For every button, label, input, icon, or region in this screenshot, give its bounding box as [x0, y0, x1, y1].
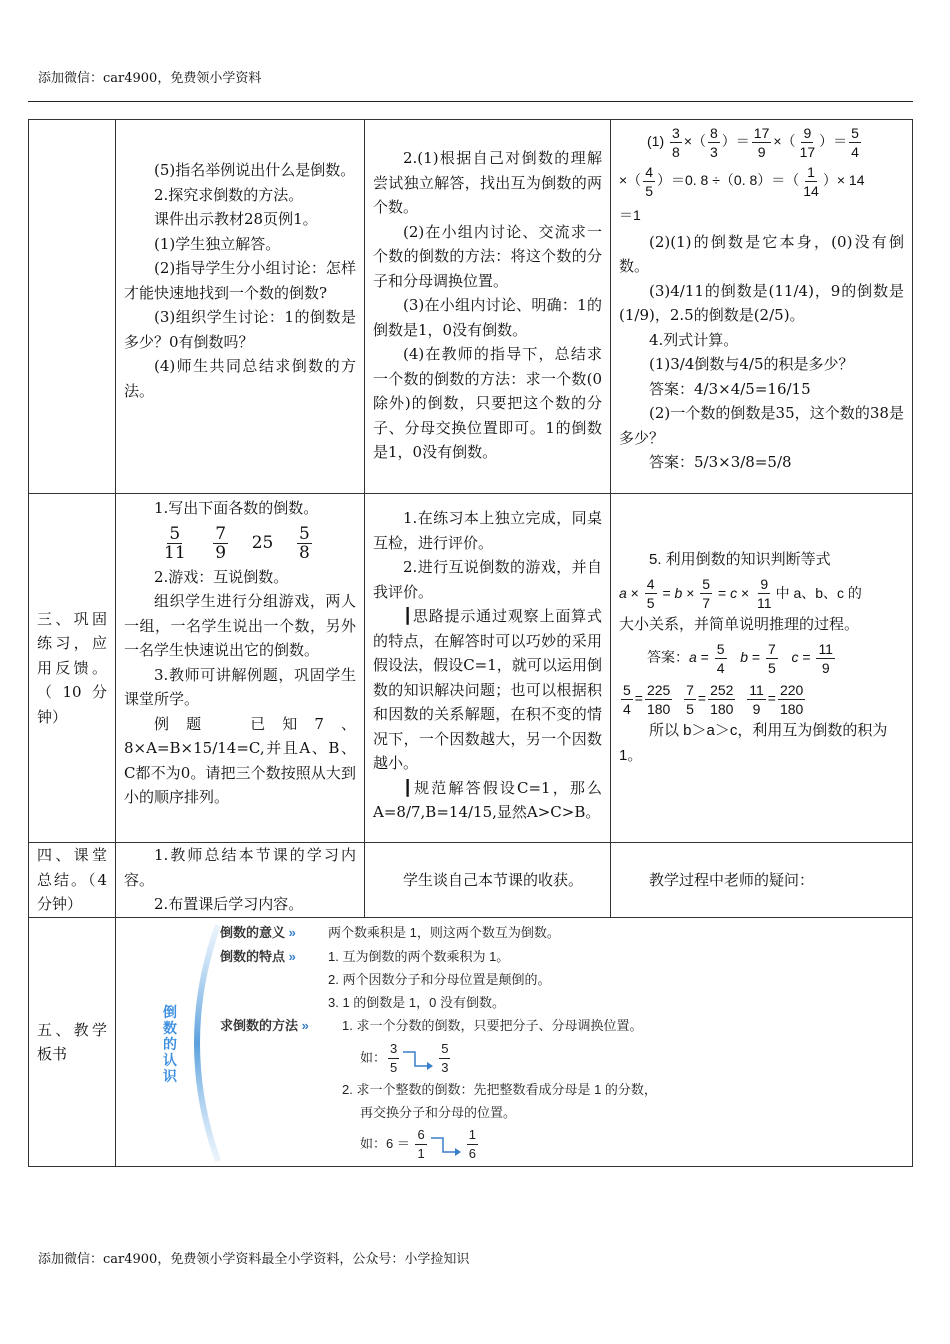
text-line: (2)指导学生分小组讨论：怎样才能快速地找到一个数的倒数?	[124, 259, 356, 302]
feature-item: 2. 两个因数分子和分母位置是颠倒的。	[328, 972, 551, 987]
fraction: $\frac{5}{4}$	[716, 640, 725, 676]
text-line: (5)指名举例说出什么是倒数。	[154, 161, 356, 179]
fraction: $\frac{7}{5}$	[686, 681, 694, 717]
row1-exercise-cell	[611, 120, 913, 494]
fraction: $\frac{5}{7}$	[702, 576, 711, 612]
text-line: ┃思路提示通过观察上面算式的特点，在解答时可以巧妙的采用假设法，假设C=1，就可以运用倒数的知识解决问题；也可以根据积和因数的关系解题，在积不变的情况下，一个因数越大，另一个因数越小。	[373, 607, 602, 772]
fraction: $\frac{252}{180}$	[710, 681, 734, 717]
equation-line: ×（ $\frac{4}{5}$ ）＝0. 8 ÷（0. 8）＝（ $\frac{1}{14}$ ）× 14	[619, 163, 865, 199]
fraction: $\frac{8}{3}$	[710, 124, 718, 160]
answer-line: $\frac{5}{4}$ = $\frac{225}{180}$ $\frac{7}{5}$ = $\frac{252}{180}$ $\frac{11}{9}$ = $\frac{220}{180}$	[623, 681, 804, 717]
fraction: $\frac{7}{9}$	[215, 523, 227, 563]
text-line: 组织学生进行分组游戏，两人一组，一名学生说出一个数，另外一名学生快速说出它的倒数。	[124, 592, 356, 659]
table-row	[29, 843, 913, 918]
fraction: $\frac{9}{11}$	[757, 576, 772, 612]
text-line: 1.在练习本上独立完成，同桌互检，进行评价。	[373, 509, 602, 552]
footer-note: 添加微信：car4900，免费领小学资料最全小学资料，公众号：小学捡知识	[38, 1252, 470, 1267]
text-line: (4)在教师的指导下，总结求一个数的倒数的方法：求一个数(0除外)的倒数，只要把这个数的分子、分母交换位置即可。1的倒数是1，0没有倒数。	[373, 345, 602, 461]
swap-arrow-icon	[429, 1130, 465, 1160]
text-line: 答案：5/3×3/8=5/8	[649, 453, 792, 472]
problem-title: 大小关系，并简单说明推理的过程。	[619, 615, 860, 633]
fraction: $\frac{6}{1}$	[417, 1127, 425, 1161]
fraction: $\frac{3}{5}$	[390, 1041, 398, 1075]
text-line: (4)师生共同总结求倒数的方法。	[124, 357, 356, 400]
header-rule	[28, 101, 913, 102]
feature-item: 3. 1 的倒数是 1，0 没有倒数。	[328, 995, 505, 1010]
text-line: (3)组织学生讨论：1的倒数是多少？0有倒数吗？	[124, 308, 356, 351]
row4-stage-cell	[29, 918, 116, 1167]
fraction: $\frac{1}{14}$	[803, 163, 819, 199]
fraction: $\frac{5}{4}$	[623, 681, 631, 717]
row2-teacher-cell	[116, 494, 365, 843]
fraction: $\frac{5}{4}$	[851, 124, 859, 160]
swap-arrow-icon	[401, 1044, 437, 1074]
table-row	[29, 494, 913, 843]
method-item: 2. 求一个整数的倒数：先把整数看成分母是 1 的分数，	[342, 1082, 657, 1097]
label-features: 倒数的特点 »	[220, 949, 296, 964]
text-line: 4.列式计算。	[649, 330, 739, 349]
text-line: 例题 已知7、8×A=B×15/14=C,并且A、B、C都不为0。请把三个数按照从大到小的顺序排列。	[124, 714, 356, 806]
fraction: $\frac{225}{180}$	[646, 681, 671, 717]
label-method: 求倒数的方法 »	[220, 1018, 309, 1033]
text-line: 课件出示教材28页例1。	[154, 210, 318, 228]
method-item: 1. 求一个分数的倒数，只要把分子、分母调换位置。	[342, 1018, 643, 1033]
fraction: $\frac{5}{3}$	[441, 1041, 449, 1075]
fraction: $\frac{220}{180}$	[779, 681, 804, 717]
row2-exercise-cell	[611, 494, 913, 843]
text-line: (2)一个数的倒数是35，这个数的38是多少？	[619, 404, 904, 447]
example-integer: 如：6 ＝ $\frac{6}{1}$ $\frac{1}{6}$	[360, 1127, 476, 1161]
text-line: 2.游戏：互说倒数。	[154, 567, 289, 586]
row1-student-cell	[365, 120, 611, 494]
fraction: $\frac{7}{5}$	[768, 640, 776, 676]
label-meaning: 倒数的意义 »	[220, 925, 296, 940]
text-line: (3)4/11的倒数是(11/4)，9的倒数是(1/9)，2.5的倒数是(2/5)。	[619, 281, 904, 325]
text-line: (3)在小组内讨论、明确：1的倒数是1，0没有倒数。	[373, 296, 602, 339]
text-line: 1.写出下面各数的倒数。	[154, 499, 319, 517]
text-line: (2)(1)的倒数是它本身，(0)没有倒数。	[619, 232, 904, 276]
row3-stage-cell	[29, 843, 116, 918]
integer: 25	[251, 532, 274, 553]
fraction: $\frac{4}{5}$	[646, 576, 655, 612]
text-line: 2.探究求倒数的方法。	[154, 185, 304, 204]
vertical-title: 倒数的认识	[163, 1004, 177, 1084]
row1-stage-cell	[29, 120, 116, 494]
conclusion: 所以 b＞a＞c，利用互为倒数的积为 1。	[619, 722, 888, 764]
feature-item: 1. 互为倒数的两个数乘积为 1。	[328, 949, 510, 964]
fraction: $\frac{17}{9}$	[753, 124, 770, 160]
blackboard-cell	[116, 918, 913, 1167]
row3-notes-cell	[611, 843, 913, 918]
table-row	[29, 918, 913, 1167]
row2-student-cell	[365, 494, 611, 843]
stage-label: 四、课堂总结。（4分钟）	[37, 846, 107, 913]
stage-label: 三、巩固练习，应用反馈。（10分钟）	[37, 609, 107, 726]
problem-title: 5. 利用倒数的知识判断等式	[649, 551, 831, 568]
fraction: $\frac{11}{9}$	[818, 640, 833, 676]
row3-teacher-cell	[116, 843, 365, 918]
table-row	[29, 120, 913, 494]
row1-teacher-cell	[116, 120, 365, 494]
fraction: $\frac{11}{9}$	[749, 681, 764, 717]
text-line: (2)在小组内讨论、交流求一个数的倒数的方法：将这个数的分子和分母调换位置。	[373, 222, 602, 290]
fraction: $\frac{5}{8}$	[298, 523, 310, 563]
row2-stage-cell	[29, 494, 116, 843]
meaning-text: 两个数乘积是 1，则这两个数互为倒数。	[328, 925, 560, 940]
row3-student-cell	[365, 843, 611, 918]
equation-line: a × $\frac{4}{5}$ = b × $\frac{5}{7}$ = c × $\frac{9}{11}$ 中 a、b、c 的	[619, 576, 862, 612]
text-line: 答案：4/3×4/5=16/15	[649, 379, 811, 398]
answer-line: 答案：a = $\frac{5}{4}$ b = $\frac{7}{5}$ c = $\frac{11}{9}$	[647, 640, 833, 676]
header-note: 添加微信：car4900，免费领小学资料	[38, 71, 262, 86]
fraction: $\frac{4}{5}$	[645, 163, 653, 199]
text-line: (1)学生独立解答。	[154, 234, 281, 253]
equation-line: ＝1	[619, 206, 641, 223]
text-line: ┃规范解答假设C=1，那么A=8/7,B=14/15,显然A>C>B。	[373, 778, 602, 821]
method-item: 再交换分子和分母的位置。	[360, 1105, 517, 1120]
stage-label: 五、教学板书	[37, 1020, 107, 1063]
fraction: $\frac{9}{17}$	[799, 124, 816, 160]
text-line: 2.(1)根据自己对倒数的理解尝试独立解答，找出互为倒数的两个数。	[373, 149, 602, 216]
example-fraction: 如： $\frac{3}{5}$ $\frac{5}{3}$	[360, 1041, 449, 1075]
fraction: $\frac{5}{11}$	[164, 523, 186, 563]
text-line: 3.教师可讲解例题，巩固学生课堂所学。	[124, 665, 356, 708]
text-line: 2.布置课后学习内容。	[154, 895, 304, 913]
reciprocal-exercise	[124, 521, 356, 565]
text-line: 学生谈自己本节课的收获。	[403, 870, 584, 889]
text-line: (1)3/4倒数与4/5的积是多少？	[649, 355, 854, 374]
text-line: 2.进行互说倒数的游戏，并自我评价。	[373, 558, 602, 601]
text-line: 1.教师总结本节课的学习内容。	[124, 846, 356, 889]
fraction: $\frac{3}{8}$	[672, 124, 680, 160]
equation-line: (1) $\frac{3}{8}$ ×（ $\frac{8}{3}$ ）＝ $\frac{17}{9}$ ×（ $\frac{9}{17}$ ）＝ $\frac{5}{4}$	[647, 124, 859, 160]
text-line: 教学过程中老师的疑问：	[649, 870, 815, 889]
lesson-table	[28, 119, 913, 1167]
fraction: $\frac{1}{6}$	[468, 1127, 476, 1161]
